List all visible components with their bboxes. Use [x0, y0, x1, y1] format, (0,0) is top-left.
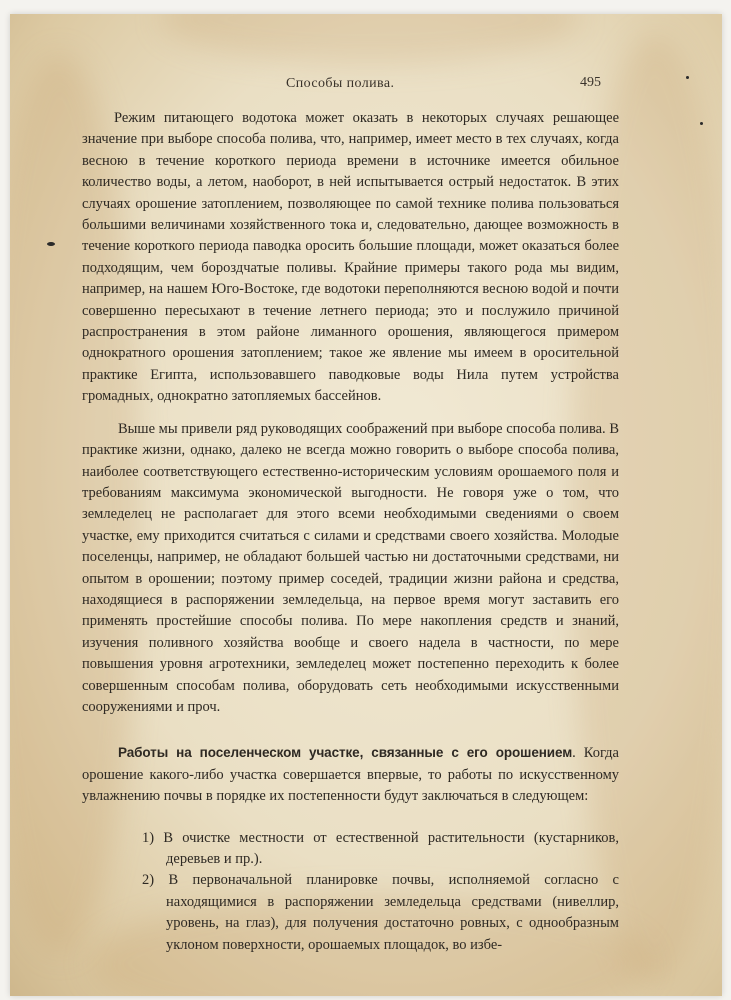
book-page	[10, 14, 722, 996]
page-header	[10, 76, 722, 100]
paragraph: Выше мы привели ряд руководящих соображений при выборе способа полива. В практике жизни, однако, далеко не всегда можно говорить о выборе способа полива, наиболее соответствующего естественно-историческим условиям орошаемого поля и требованиям максимума экономической выгодности. Не говоря уже о том, что земледелец не располагает для этого всеми необходимыми сведениями о своем участке, ему приходится считаться с силами и средствами своего хозяйства. Молодые поселенцы, например, не обладают большей частью ни достаточными средствами, ни опытом в орошении; поэтому пример соседей, традиции жизни района и средства, находящиеся в распоряжении земледельца, на первое время могут заставить его применять простейшие способы полива. По мере накопления средств и знаний, изучения поливного хозяйства вообще и своего надела в частности, по мере повышения уровня агротехники, земледелец может постепенно переходить к более совершенным способам полива, оборудовать сеть необходимыми искусственными сооружениями и проч.	[82, 420, 619, 715]
list-text: В очистке местности от естественной растительности (кустарников, деревьев и пр.).	[163, 829, 620, 867]
list-number: 2)	[142, 872, 155, 889]
ink-spot	[700, 122, 703, 125]
section-heading: Работы на поселенческом участке, связанные с его орошением	[118, 745, 573, 761]
ink-spot	[47, 242, 55, 246]
list-item	[82, 828, 619, 871]
list-text: В первоначальной планировке почвы, исполняемой согласно с находящимися в распоряжении земледельца средствами (нивеллир, уровень, на глаз), для получения достаточно ровных, с однообразным уклоном поверхности, орошаемых площадок, во избе-	[166, 872, 619, 953]
page-stain	[160, 14, 580, 64]
page-body	[82, 108, 619, 971]
section-paragraph	[82, 742, 619, 807]
paragraph: Режим питающего водотока может оказать в некоторых случаях решающее значение при выборе способа полива, что, например, имеет место в тех случаях, когда весною в течение короткого периода времени в источнике имеется обильное количество воды, а летом, наоборот, в ней испытывается острый недостаток. В этих случаях орошение затоплением, позволяющее по самой технике полива пользоваться большими величинами хозяйственного тока и, следовательно, дающее возможность в течение короткого периода паводка оросить большие площади, может оказаться более подходящим, чем бороздчатые поливы. Крайние примеры такого рода мы видим, например, на нашем Юго-Востоке, где водотоки переполняются весною водой и почти совершенно пересыхают в течение летнего периода; это и послужило причиной распространения в этом районе лиманного орошения, являющегося примером однократного орошения затоплением; такое же явление мы имеем в оросительной практике Египта, использовавшего паводковые воды Нила путем устройства громадных, однократно затопляемых бассейнов.	[82, 110, 619, 405]
page-number: 495	[580, 75, 601, 90]
section-text: . Когда орошение какого-либо участка совершается впервые, то работы по искусственному увлажнению почвы в порядке их постепенности будут заключаться в следующем:	[82, 745, 619, 805]
list-number: 1)	[142, 829, 155, 846]
numbered-list	[82, 828, 619, 956]
running-title: Способы полива.	[286, 76, 395, 91]
list-item	[82, 870, 619, 956]
